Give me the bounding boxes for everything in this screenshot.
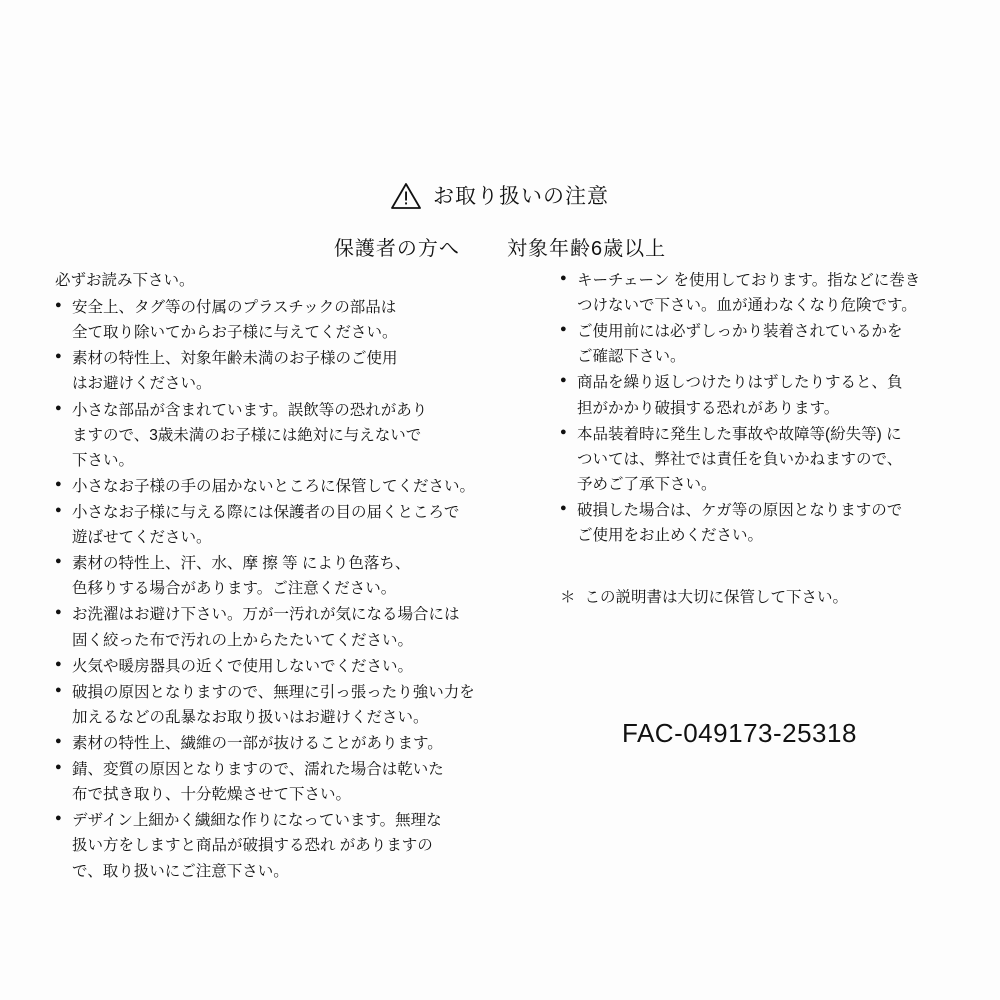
list-item: ● ご使用前には必ずしっかり装着されているかを ご確認下さい。	[560, 319, 960, 369]
list-item: ● 素材の特性上、汗、水、摩 擦 等 により色落ち、 色移りする場合があります。ご注意ください。	[55, 551, 485, 601]
list-item: ● キーチェーン を使用しております。指などに巻き つけないで下さい。血が通わなくなり危険です。	[560, 268, 960, 318]
page-title: お取り扱いの注意	[433, 185, 609, 208]
note-text: この説明書は大切に保管して下さい。	[584, 589, 849, 606]
guardian-label: 保護者の方へ	[333, 238, 460, 260]
product-code: FAC-049173-25318	[622, 718, 857, 748]
keep-manual-note	[560, 585, 848, 607]
list-item: ● 破損の原因となりますので、無理に引っ張ったり強い力を 加えるなどの乱暴なお取り扱いはお避けください。	[55, 680, 485, 730]
right-notice-list	[560, 268, 960, 548]
list-item: ● 本品装着時に発生した事故や故障等(紛失等) に ついては、弊社では責任を負いかねますので、 予めご了承下さい。	[560, 422, 960, 497]
lead-text: 必ずお読み下さい。	[55, 272, 195, 289]
list-item: ● 安全上、タグ等の付属のプラスチックの部品は 全て取り除いてからお子様に与えてください。	[55, 295, 485, 345]
list-item: ● 商品を繰り返しつけたりはずしたりすると、負 担がかかり破損する恐れがあります。	[560, 370, 960, 420]
list-item: ● 小さなお子様に与える際には保護者の目の届くところで 遊ばせてください。	[55, 500, 485, 550]
note-marker: ＊	[560, 589, 576, 606]
age-label: 対象年齢6歳以上	[507, 238, 667, 260]
warning-triangle-icon	[391, 182, 421, 210]
list-item: ● 錆、変質の原因となりますので、濡れた場合は乾いた 布で拭き取り、十分乾燥させて下さい。	[55, 757, 485, 807]
list-item: ● 破損した場合は、ケガ等の原因となりますので ご使用をお止めください。	[560, 498, 960, 548]
list-item: ● 小さな部品が含まれています。誤飲等の恐れがあり ますので、3歳未満のお子様には絶対に与えないで 下さい。	[55, 398, 485, 473]
left-column	[55, 268, 485, 885]
right-column	[560, 268, 960, 549]
list-item: ● 素材の特性上、繊維の一部が抜けることがあります。	[55, 731, 485, 756]
list-item: ● お洗濯はお避け下さい。万が一汚れが気になる場合には 固く絞った布で汚れの上からたたいてください。	[55, 602, 485, 652]
title-row	[0, 180, 1000, 210]
left-notice-list	[55, 295, 485, 884]
list-item: ● 火気や暖房器具の近くで使用しないでください。	[55, 654, 485, 679]
list-item: ● 小さなお子様の手の届かないところに保管してください。	[55, 474, 485, 499]
subtitle-row	[0, 232, 1000, 261]
list-item: ● 素材の特性上、対象年齢未満のお子様のご使用 はお避けください。	[55, 346, 485, 396]
document-header	[0, 180, 1000, 261]
list-item: ● デザイン上細かく繊細な作りになっています。無理な 扱い方をしますと商品が破損する恐れ がありますの で、取り扱いにご注意下さい。	[55, 808, 485, 883]
